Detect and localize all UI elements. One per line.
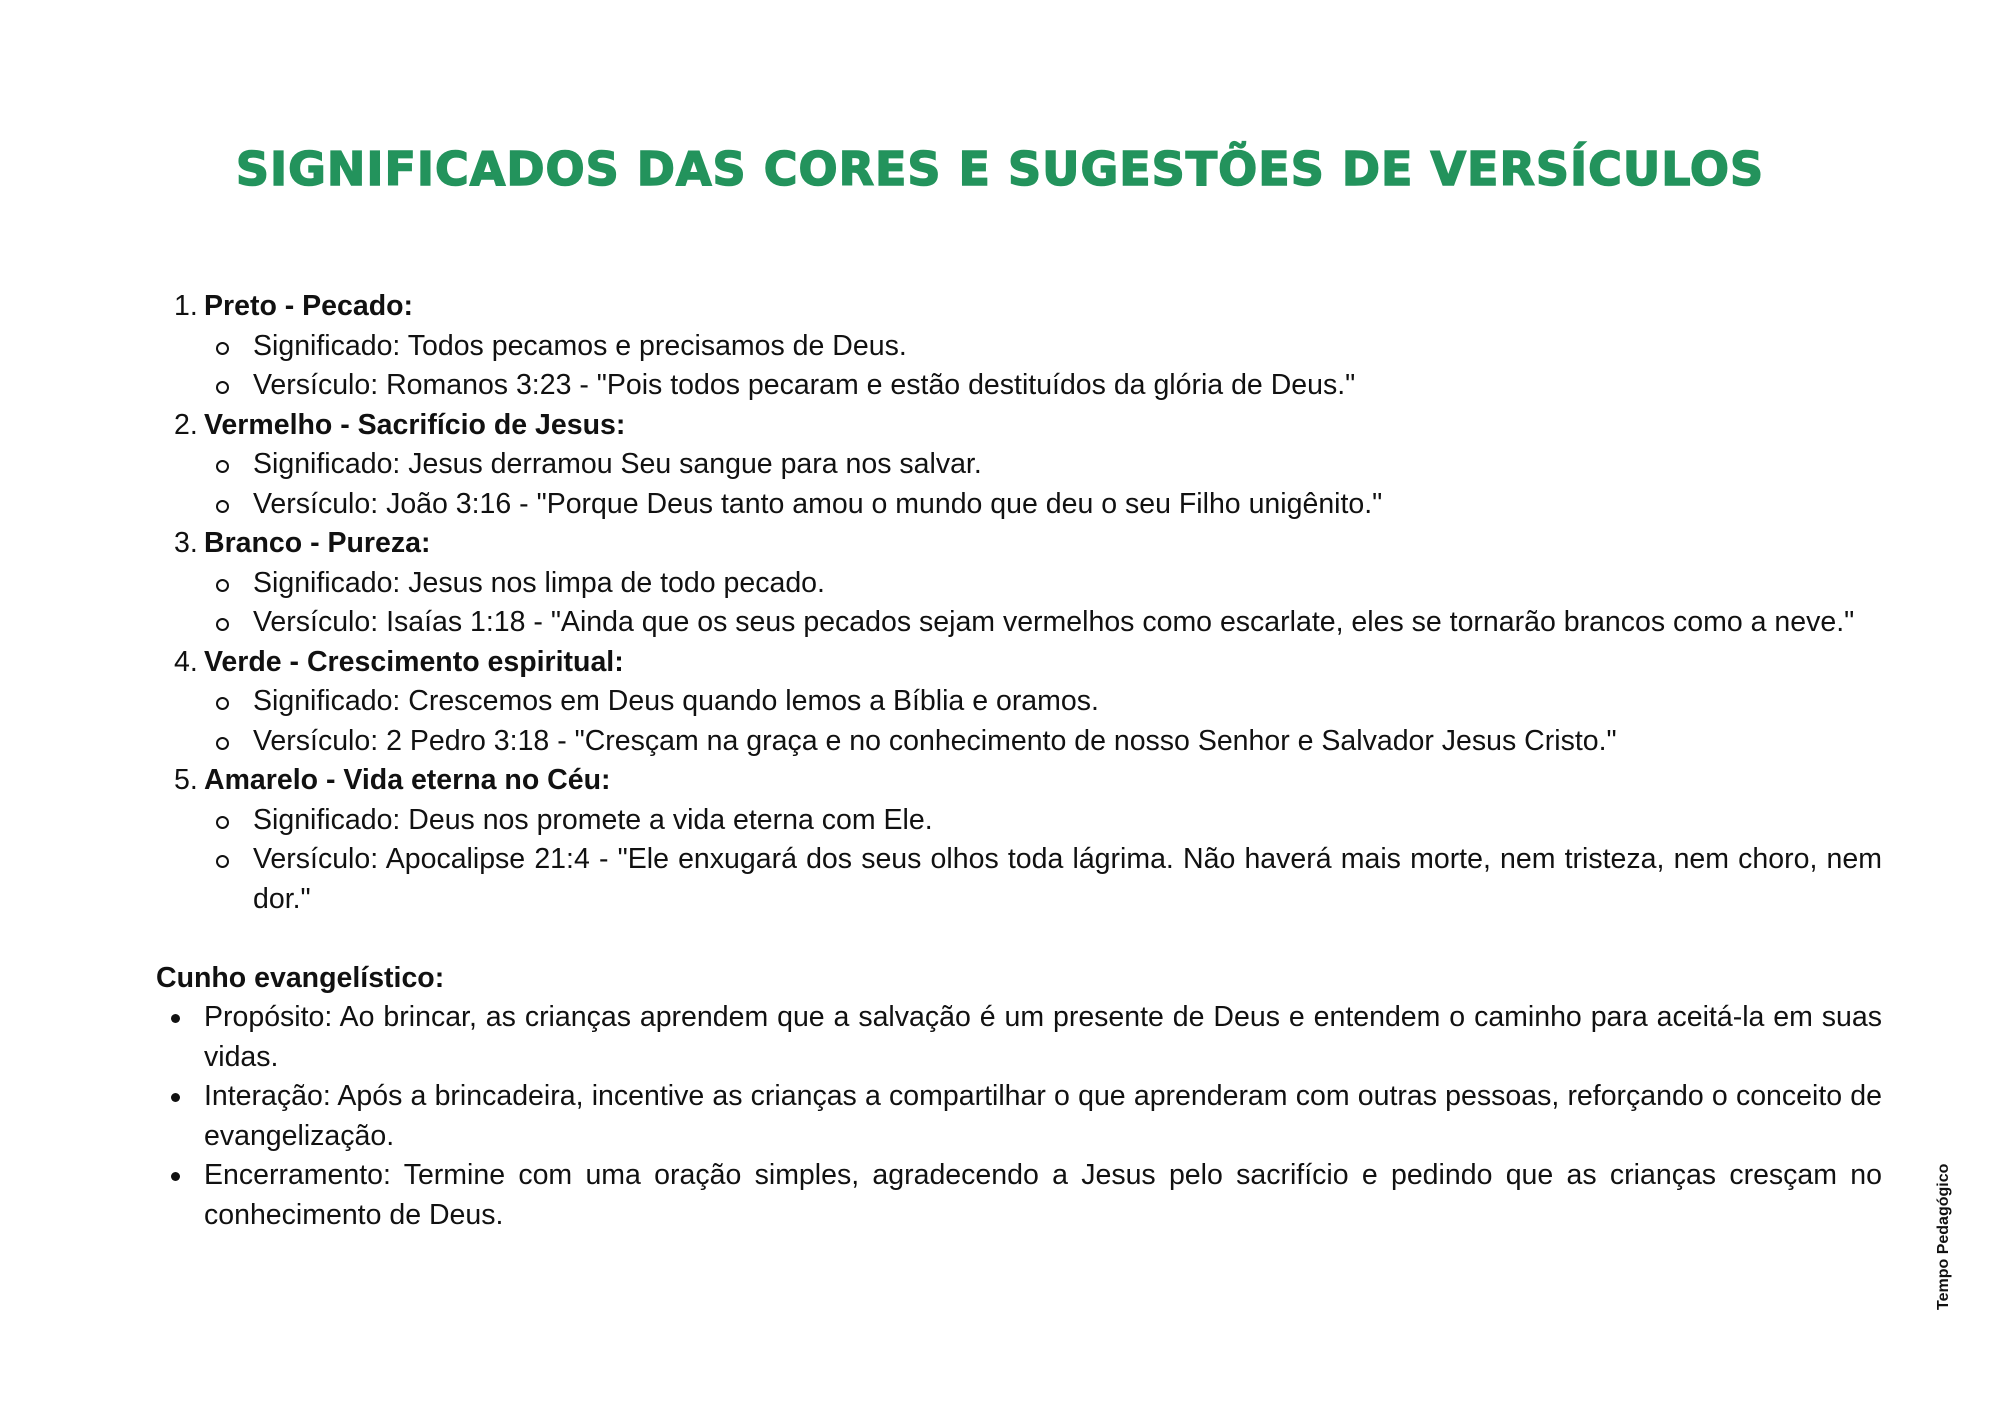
document-body bbox=[156, 287, 1882, 1235]
color-item-verde bbox=[156, 643, 1882, 762]
color-details bbox=[204, 564, 1882, 643]
color-heading: Preto - Pecado: bbox=[204, 290, 414, 322]
evangelistic-list bbox=[156, 998, 1882, 1235]
evangelistic-item-interaction: Interação: Após a brincadeira, incentive as crianças a compartilhar o que aprenderam com outras pessoas, reforçando o conceito de evangelização. bbox=[156, 1077, 1882, 1156]
color-item-amarelo bbox=[156, 761, 1882, 919]
color-heading: Branco - Pureza: bbox=[204, 527, 431, 559]
color-item-branco bbox=[156, 524, 1882, 643]
color-details bbox=[204, 327, 1882, 406]
meaning-text: Significado: Jesus derramou Seu sangue para nos salvar. bbox=[204, 445, 1882, 485]
side-label: Tempo Pedagógico bbox=[1935, 1163, 1952, 1310]
list-number: 1. bbox=[174, 290, 198, 322]
meaning-text: Significado: Jesus nos limpa de todo pecado. bbox=[204, 564, 1882, 604]
evangelistic-heading: Cunho evangelístico: bbox=[156, 961, 445, 994]
color-item-preto bbox=[156, 287, 1882, 406]
color-heading: Amarelo - Vida eterna no Céu: bbox=[204, 764, 611, 796]
verse-text: Versículo: Isaías 1:18 - "Ainda que os seus pecados sejam vermelhos como escarlate, eles se tornarão brancos como a neve." bbox=[204, 603, 1882, 643]
page-title: SIGNIFICADOS DAS CORES E SUGESTÕES DE VERSÍCULOS bbox=[235, 142, 1765, 196]
list-number: 4. bbox=[174, 645, 198, 678]
color-details bbox=[204, 682, 1882, 761]
meaning-text: Significado: Crescemos em Deus quando lemos a Bíblia e oramos. bbox=[204, 682, 1882, 722]
color-details bbox=[204, 801, 1882, 920]
color-details bbox=[204, 445, 1882, 524]
color-meanings-list bbox=[156, 287, 1882, 919]
list-number: 5. bbox=[174, 764, 198, 796]
verse-text: Versículo: 2 Pedro 3:18 - "Cresçam na graça e no conhecimento de nosso Senhor e Salvador Jesus Cristo." bbox=[204, 722, 1882, 762]
meaning-text: Significado: Deus nos promete a vida eterna com Ele. bbox=[204, 801, 1882, 841]
color-heading: Vermelho - Sacrifício de Jesus: bbox=[204, 408, 626, 441]
color-item-vermelho bbox=[156, 406, 1882, 525]
list-number: 2. bbox=[174, 408, 198, 441]
list-number: 3. bbox=[174, 527, 198, 559]
evangelistic-item-closing: Encerramento: Termine com uma oração simples, agradecendo a Jesus pelo sacrifício e pedindo que as crianças cresçam no conhecimento de Deus. bbox=[156, 1156, 1882, 1235]
verse-text: Versículo: João 3:16 - "Porque Deus tanto amou o mundo que deu o seu Filho unigênito." bbox=[204, 485, 1882, 525]
meaning-text: Significado: Todos pecamos e precisamos de Deus. bbox=[204, 327, 1882, 367]
color-heading: Verde - Crescimento espiritual: bbox=[204, 645, 624, 678]
verse-text: Versículo: Apocalipse 21:4 - "Ele enxugará dos seus olhos toda lágrima. Não haverá mais morte, nem tristeza, nem choro, nem dor." bbox=[204, 840, 1882, 919]
evangelistic-item-purpose: Propósito: Ao brincar, as crianças aprendem que a salvação é um presente de Deus e entendem o caminho para aceitá-la em suas vidas. bbox=[156, 998, 1882, 1077]
verse-text: Versículo: Romanos 3:23 - "Pois todos pecaram e estão destituídos da glória de Deus." bbox=[204, 366, 1882, 406]
